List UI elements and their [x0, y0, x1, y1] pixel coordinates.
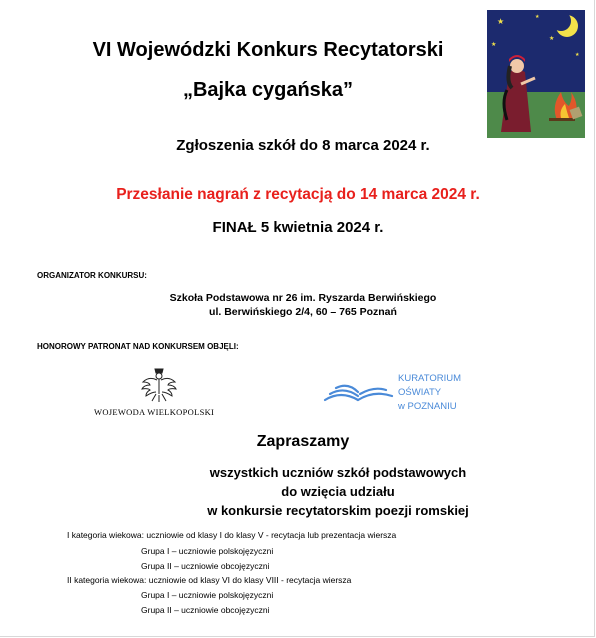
patronage-heading: HONOROWY PATRONAT NAD KONKURSEM OBJĘLI: [37, 342, 239, 351]
organizer-name: Szkoła Podstawowa nr 26 im. Ryszarda Berwińskiego [169, 292, 437, 304]
organizer-address: ul. Berwińskiego 2/4, 60 – 765 Poznań [209, 306, 397, 318]
organizer-heading: ORGANIZATOR KONKURSU: [37, 271, 147, 280]
kuratorium-line2: OŚWIATY [398, 387, 442, 398]
open-book-icon [322, 380, 396, 404]
category-1-group-2: Grupa II – uczniowie obcojęzyczni [141, 561, 270, 571]
night-scene-image [487, 10, 585, 138]
svg-text:★: ★ [575, 52, 580, 58]
gypsy-tale-illustration [487, 10, 585, 138]
invitation-heading: Zapraszamy [256, 433, 350, 450]
svg-text:★: ★ [497, 17, 505, 26]
kuratorium-line1: KURATORIUM [398, 373, 461, 384]
recording-deadline: Przesłanie nagrań z recytacją do 14 marca 2024 r. [116, 186, 480, 203]
category-2: II kategoria wiekowa: uczniowie od klasy VI do klasy VIII - recytacja wiersza [67, 575, 352, 585]
kuratorium-book-icon [322, 380, 396, 404]
invitation-line1: wszystkich uczniów szkół podstawowych [209, 465, 467, 480]
final-date: FINAŁ 5 kwietnia 2024 r. [212, 219, 384, 236]
page-subtitle: „Bajka cygańska” [182, 79, 354, 101]
category-1-group-1: Grupa I – uczniowie polskojęzyczni [141, 546, 274, 556]
category-1: I kategoria wiekowa: uczniowie od klasy I do klasy V - recytacja lub prezentacja wiersza [67, 530, 397, 540]
registration-deadline: Zgłoszenia szkół do 8 marca 2024 r. [176, 137, 430, 154]
svg-text:★: ★ [491, 41, 497, 48]
kuratorium-line3: w POZNANIU [398, 401, 457, 412]
eagle-icon [140, 364, 178, 404]
category-2-group-1: Grupa I – uczniowie polskojęzyczni [141, 590, 274, 600]
category-2-group-2: Grupa II – uczniowie obcojęzyczni [141, 605, 270, 615]
voivode-label: WOJEWODA WIELKOPOLSKI [94, 407, 215, 417]
invitation-line2: do wzięcia udziału [281, 484, 395, 499]
svg-text:★: ★ [549, 35, 555, 42]
page-title: VI Wojewódzki Konkurs Recytatorski [92, 39, 444, 61]
polish-eagle-emblem [140, 364, 178, 404]
invitation-line3: w konkursie recytatorskim poezji romskiej [207, 503, 469, 518]
svg-text:★: ★ [535, 14, 540, 20]
